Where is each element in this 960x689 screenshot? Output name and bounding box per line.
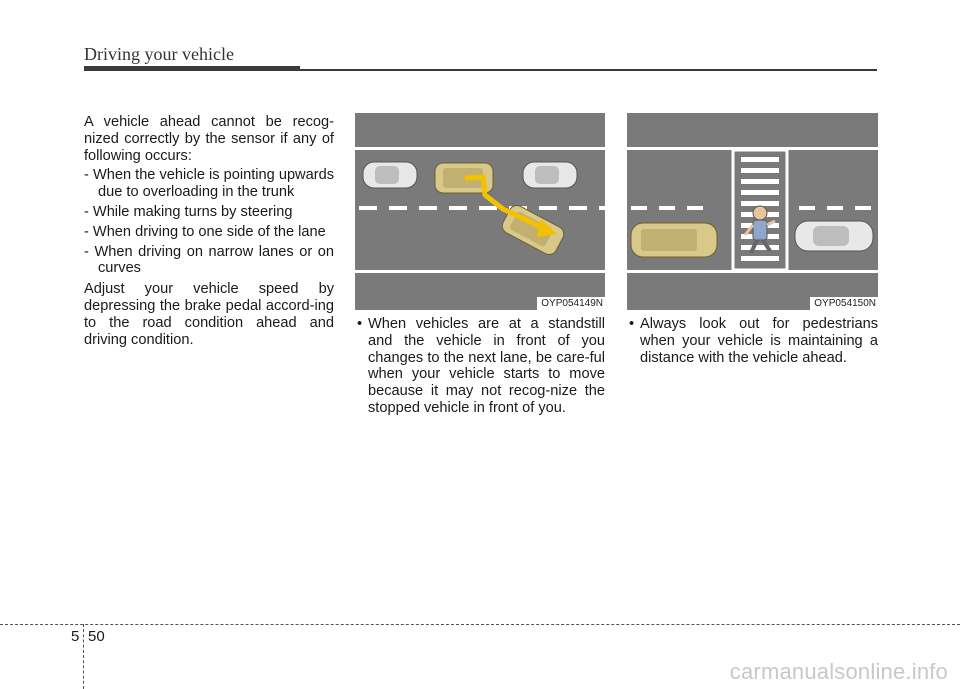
footer-rule bbox=[0, 624, 960, 625]
sedan-left-icon bbox=[363, 162, 417, 188]
list-item: - When the vehicle is pointing upwards due to overloading in the trunk bbox=[84, 167, 334, 201]
figure-code: OYP054150N bbox=[810, 297, 878, 310]
figure-code: OYP054149N bbox=[537, 297, 605, 310]
watermark-text: carmanualsonline.info bbox=[729, 659, 948, 684]
header-rule-thin bbox=[300, 69, 877, 71]
pedestrian-illustration bbox=[627, 113, 878, 310]
section-title: Driving your vehicle bbox=[84, 44, 234, 64]
list-item: - When driving to one side of the lane bbox=[84, 223, 326, 240]
sedan-icon bbox=[795, 221, 873, 251]
list-item: - While making turns by steering bbox=[84, 203, 293, 220]
lane-change-diagram bbox=[355, 113, 605, 310]
column-1 bbox=[84, 114, 334, 348]
footer-divider bbox=[83, 624, 84, 689]
page-number: 50 bbox=[88, 628, 105, 645]
advice-paragraph: Adjust your vehicle speed by depressing the brake pedal accord-ing to the road condition ahead and driving condition. bbox=[84, 281, 334, 348]
lane-change-illustration bbox=[355, 113, 605, 310]
column-2 bbox=[355, 316, 605, 417]
chapter-number: 5 bbox=[71, 628, 80, 645]
column-3 bbox=[627, 316, 878, 366]
intro-paragraph: A vehicle ahead cannot be recog-nized correctly by the sensor if any of following occurs: bbox=[84, 114, 334, 164]
bullet-item: • Always look out for pedestrians when your vehicle is maintaining a distance with the vehicle ahead. bbox=[627, 316, 878, 366]
van-icon bbox=[631, 223, 717, 257]
header-rule-thick bbox=[84, 66, 300, 71]
sedan-right-icon bbox=[523, 162, 577, 188]
bullet-item: • When vehicles are at a standstill and the vehicle in front of you changes to the next lane, be care-ful when your vehicle starts to move because it may not recog-nize the stopped vehicle in front of you. bbox=[355, 316, 605, 417]
pedestrian-diagram bbox=[627, 113, 878, 310]
list-item: - When driving on narrow lanes or on curves bbox=[84, 243, 334, 277]
